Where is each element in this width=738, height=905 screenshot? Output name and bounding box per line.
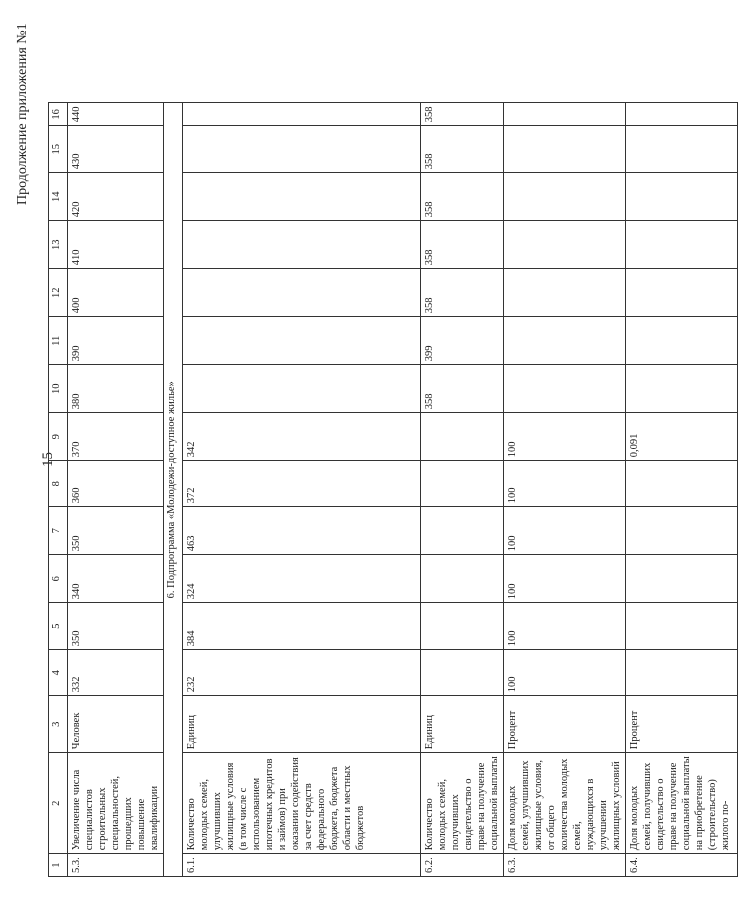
value-cell: 100 [504,413,626,461]
value-cell [421,507,504,555]
value-cell [626,555,738,603]
value-cell: 440 [68,103,164,126]
header-cell: 6 [49,555,68,603]
table-row [183,103,421,877]
value-cell [626,221,738,269]
value-cell [626,603,738,650]
value-cell: 100 [504,603,626,650]
row-number: 6.2. [421,854,504,877]
value-cell [421,461,504,507]
header-cell: 5 [49,603,68,650]
value-cell [626,173,738,221]
value-cell [504,365,626,413]
unit-cell: Единиц [421,696,504,753]
value-cell [626,317,738,365]
header-cell: 10 [49,365,68,413]
value-cell [183,317,421,365]
value-cell: 410 [68,221,164,269]
value-cell: 332 [68,650,164,696]
value-cell [421,650,504,696]
value-cell: 400 [68,269,164,317]
header-cell: 8 [49,461,68,507]
unit-cell: Человек [68,696,164,753]
value-cell: 232 [183,650,421,696]
value-cell: 324 [183,555,421,603]
value-cell: 372 [183,461,421,507]
value-cell: 100 [504,507,626,555]
value-cell [421,603,504,650]
value-cell: 340 [68,555,164,603]
value-cell [504,221,626,269]
header-row [49,103,68,877]
page-number: 15 [40,452,56,467]
header-cell: 11 [49,317,68,365]
value-cell: 463 [183,507,421,555]
header-cell: 15 [49,126,68,173]
row-number: 6.4. [626,854,738,877]
value-cell: 430 [68,126,164,173]
header-cell: 12 [49,269,68,317]
value-cell: 358 [421,221,504,269]
indicator-name: Увеличение числа специалистов строительных специальностей, прошедших повышение квалификации [68,753,164,854]
value-cell: 420 [68,173,164,221]
value-cell: 100 [504,650,626,696]
value-cell: 350 [68,507,164,555]
header-cell: 7 [49,507,68,555]
row-number: 5.3. [68,854,164,877]
value-cell: 358 [421,173,504,221]
header-cell: 4 [49,650,68,696]
indicators-table [48,103,738,878]
header-cell: 1 [49,854,68,877]
value-cell [421,413,504,461]
table-row [68,103,164,877]
value-cell [626,507,738,555]
value-cell: 370 [68,413,164,461]
unit-cell: Процент [626,696,738,753]
value-cell [183,269,421,317]
value-cell: 358 [421,126,504,173]
value-cell [626,269,738,317]
value-cell [626,461,738,507]
value-cell: 100 [504,461,626,507]
value-cell [504,103,626,126]
value-cell [183,173,421,221]
value-cell: 342 [183,413,421,461]
indicator-name: Количество молодых семей, улучшивших жилищные условия (в том числе с использованием ипотечных кредитов и займов) при оказании содействия за счет средств федерального бюджета, бюджета области и местных бюджетов [183,753,421,854]
value-cell [626,365,738,413]
row-number: 6.1. [183,854,421,877]
header-cell: 13 [49,221,68,269]
subprogram-title: 6. Подпрограмма «Молодежи-доступное жилье» [164,103,183,877]
value-cell: 358 [421,269,504,317]
value-cell [504,269,626,317]
indicator-name: Количество молодых семей, получивших свидетельство о праве на получение социальной выплаты [421,753,504,854]
value-cell [183,126,421,173]
table-row [626,103,738,877]
value-cell: 380 [68,365,164,413]
continuation-label: Продолжение приложения №1 [15,23,30,205]
header-cell: 2 [49,753,68,854]
value-cell [504,317,626,365]
value-cell: 399 [421,317,504,365]
value-cell: 390 [68,317,164,365]
table-body [49,103,738,877]
row-number: 6.3. [504,854,626,877]
header-cell: 14 [49,173,68,221]
value-cell: 358 [421,103,504,126]
indicator-name: Доля молодых семей, улучшивших жилищные условия, от общего количества молодых семей, нуждающихся в улучшении жилищных условий [504,753,626,854]
value-cell: 100 [504,555,626,603]
header-cell: 3 [49,696,68,753]
unit-cell: Единиц [183,696,421,753]
value-cell: 360 [68,461,164,507]
value-cell [183,103,421,126]
value-cell [626,650,738,696]
value-cell [626,103,738,126]
table-row [421,103,504,877]
value-cell: 384 [183,603,421,650]
table-row [504,103,626,877]
subprogram-row [164,103,183,877]
value-cell [626,126,738,173]
value-cell: 0,091 [626,413,738,461]
unit-cell: Процент [504,696,626,753]
value-cell [504,126,626,173]
header-cell: 9 [49,413,68,461]
value-cell: 350 [68,603,164,650]
value-cell [183,365,421,413]
header-cell: 16 [49,103,68,126]
value-cell: 358 [421,365,504,413]
value-cell [183,221,421,269]
value-cell [421,555,504,603]
value-cell [504,173,626,221]
indicator-name: Доля молодых семей, получивших свидетельство о праве на получение социальной выплаты на приобретение (строительство) жилого по- [626,753,738,854]
